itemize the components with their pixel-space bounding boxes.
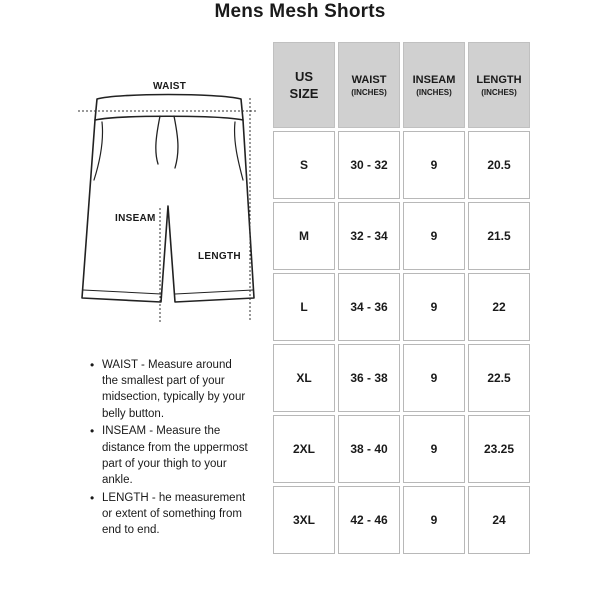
header-us-size: US SIZE — [273, 42, 335, 128]
table-row — [273, 131, 530, 199]
cell-inseam: 9 — [403, 486, 465, 554]
table-row — [273, 202, 530, 270]
cell-length: 20.5 — [468, 131, 530, 199]
cell-inseam: 9 — [403, 202, 465, 270]
shorts-diagram — [78, 76, 258, 326]
measurement-notes — [88, 357, 248, 540]
header-waist: WAIST (INCHES) — [338, 42, 400, 128]
cell-inseam: 9 — [403, 344, 465, 412]
cell-size: 2XL — [273, 415, 335, 483]
cell-size: S — [273, 131, 335, 199]
cell-inseam: 9 — [403, 273, 465, 341]
table-row — [273, 273, 530, 341]
cell-waist: 32 - 34 — [338, 202, 400, 270]
table-row — [273, 486, 530, 554]
cell-length: 22.5 — [468, 344, 530, 412]
note-length: • LENGTH - he measurement or extent of something from end to end. — [88, 490, 248, 539]
page-title: Mens Mesh Shorts — [214, 1, 386, 22]
cell-waist: 38 - 40 — [338, 415, 400, 483]
table-row — [273, 344, 530, 412]
header-length: LENGTH (INCHES) — [468, 42, 530, 128]
note-inseam: • INSEAM - Measure the distance from the uppermost part of your thigh to your ankle. — [88, 423, 248, 488]
size-chart-table — [270, 39, 533, 557]
table-row — [273, 415, 530, 483]
inseam-label: INSEAM — [115, 213, 156, 224]
cell-waist: 34 - 36 — [338, 273, 400, 341]
table-header-row — [273, 42, 530, 128]
cell-length: 21.5 — [468, 202, 530, 270]
cell-inseam: 9 — [403, 415, 465, 483]
cell-length: 23.25 — [468, 415, 530, 483]
cell-length: 22 — [468, 273, 530, 341]
cell-size: 3XL — [273, 486, 335, 554]
cell-waist: 30 - 32 — [338, 131, 400, 199]
note-waist: • WAIST - Measure around the smallest part of your midsection, typically by your belly button. — [88, 357, 248, 422]
cell-size: L — [273, 273, 335, 341]
header-inseam: INSEAM (INCHES) — [403, 42, 465, 128]
shorts-illustration-icon — [78, 76, 258, 326]
cell-inseam: 9 — [403, 131, 465, 199]
cell-size: XL — [273, 344, 335, 412]
length-label: LENGTH — [198, 251, 241, 262]
cell-size: M — [273, 202, 335, 270]
waist-label: WAIST — [153, 81, 187, 92]
cell-waist: 42 - 46 — [338, 486, 400, 554]
cell-length: 24 — [468, 486, 530, 554]
cell-waist: 36 - 38 — [338, 344, 400, 412]
